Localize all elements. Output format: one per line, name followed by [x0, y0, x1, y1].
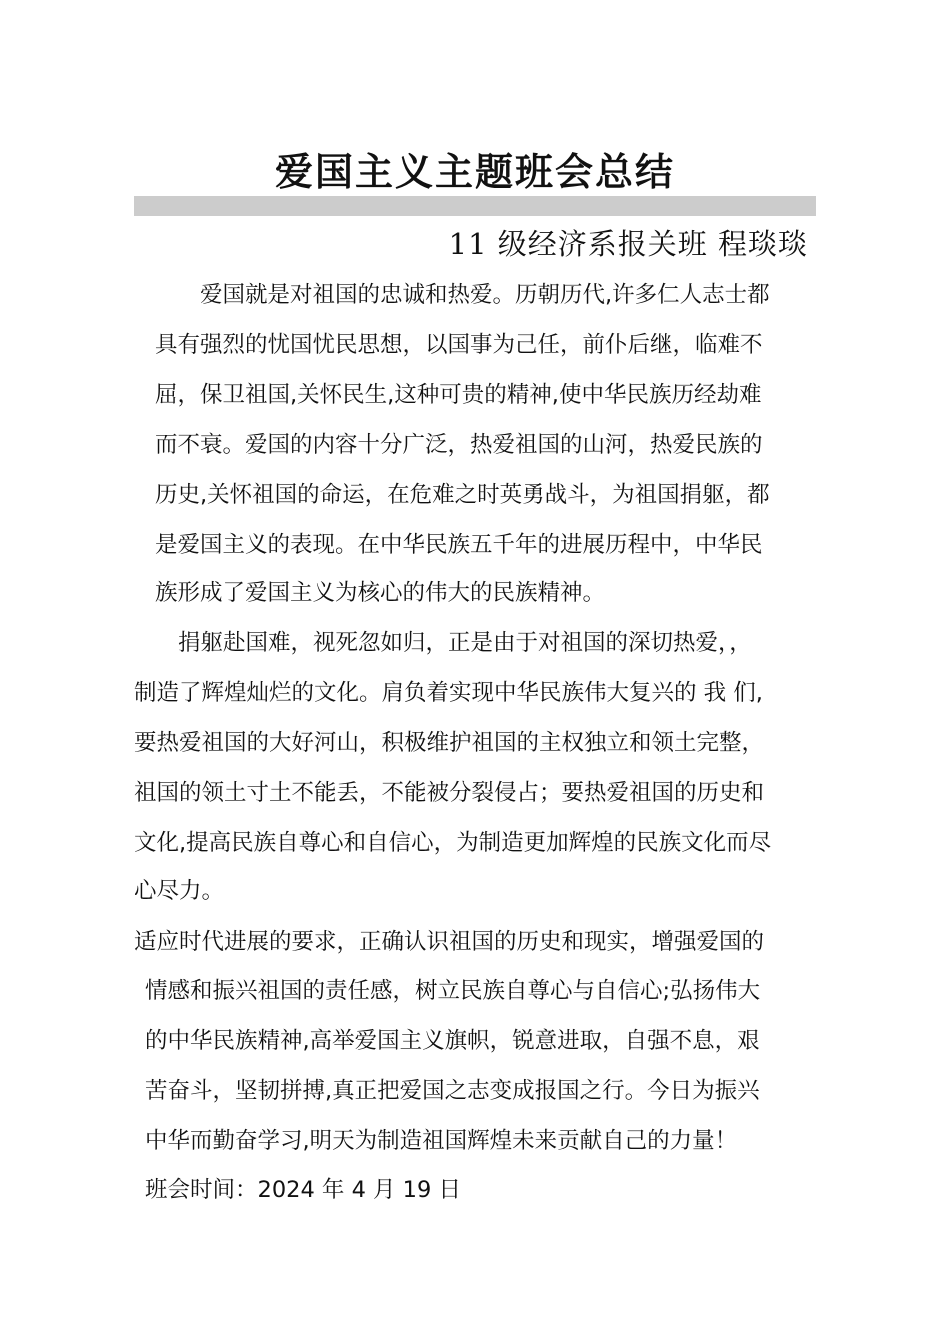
paragraph-line: 要热爱祖国的大好河山，积极维护祖国的主权独立和领土完整， — [134, 730, 765, 756]
title-underline-bar — [134, 196, 816, 216]
paragraph-line: 文化,提高民族自尊心和自信心，为制造更加辉煌的民族文化而尽 — [134, 830, 772, 856]
paragraph-line: 具有强烈的忧国忧民思想，以国事为己任，前仆后继，临难不 — [155, 332, 763, 358]
meeting-time: 班会时间：2024 年 4 月 19 日 — [145, 1177, 461, 1203]
paragraph-line: 适应时代进展的要求，正确认识祖国的历史和现实，增强爱国的 — [134, 929, 765, 955]
paragraph-line: 族形成了爱国主义为核心的伟大的民族精神。 — [155, 580, 606, 606]
paragraph-line: 中华而勤奋学习,明天为制造祖国辉煌未来贡献自己的力量！ — [145, 1128, 738, 1154]
paragraph-line: 是爱国主义的表现。在中华民族五千年的进展历程中，中华民 — [155, 532, 763, 558]
paragraph-line: 心尽力。 — [134, 878, 225, 904]
paragraph-line: 捐躯赴国难，视死忽如归，正是由于对祖国的深切热爱，， — [178, 630, 752, 656]
paragraph-line: 制造了辉煌灿烂的文化。肩负着实现中华民族伟大复兴的 我 们, — [134, 680, 763, 706]
author-line: 11 级经济系报关班 程琰琰 — [448, 227, 808, 261]
document-title: 爱国主义主题班会总结 — [274, 149, 675, 194]
paragraph-line: 情感和振兴祖国的责任感，树立民族自尊心与自信心;弘扬伟大 — [145, 978, 761, 1004]
paragraph-line: 历史,关怀祖国的命运，在危难之时英勇战斗，为祖国捐躯，都 — [155, 482, 770, 508]
paragraph-line: 苦奋斗，坚韧拼搏,真正把爱国之志变成报国之行。今日为振兴 — [145, 1078, 760, 1104]
paragraph-line: 屈，保卫祖国,关怀民生,这种可贵的精神,使中华民族历经劫难 — [155, 382, 762, 408]
paragraph-line: 而不衰。爱国的内容十分广泛，热爱祖国的山河，热爱民族的 — [155, 432, 763, 458]
paragraph-line: 爱国就是对祖国的忠诚和热爱。历朝历代,许多仁人志士都 — [200, 282, 770, 308]
paragraph-line: 祖国的领土寸土不能丢，不能被分裂侵占；要热爱祖国的历史和 — [134, 780, 765, 806]
paragraph-line: 的中华民族精神,高举爱国主义旗帜，锐意进取，自强不息，艰 — [145, 1028, 760, 1054]
